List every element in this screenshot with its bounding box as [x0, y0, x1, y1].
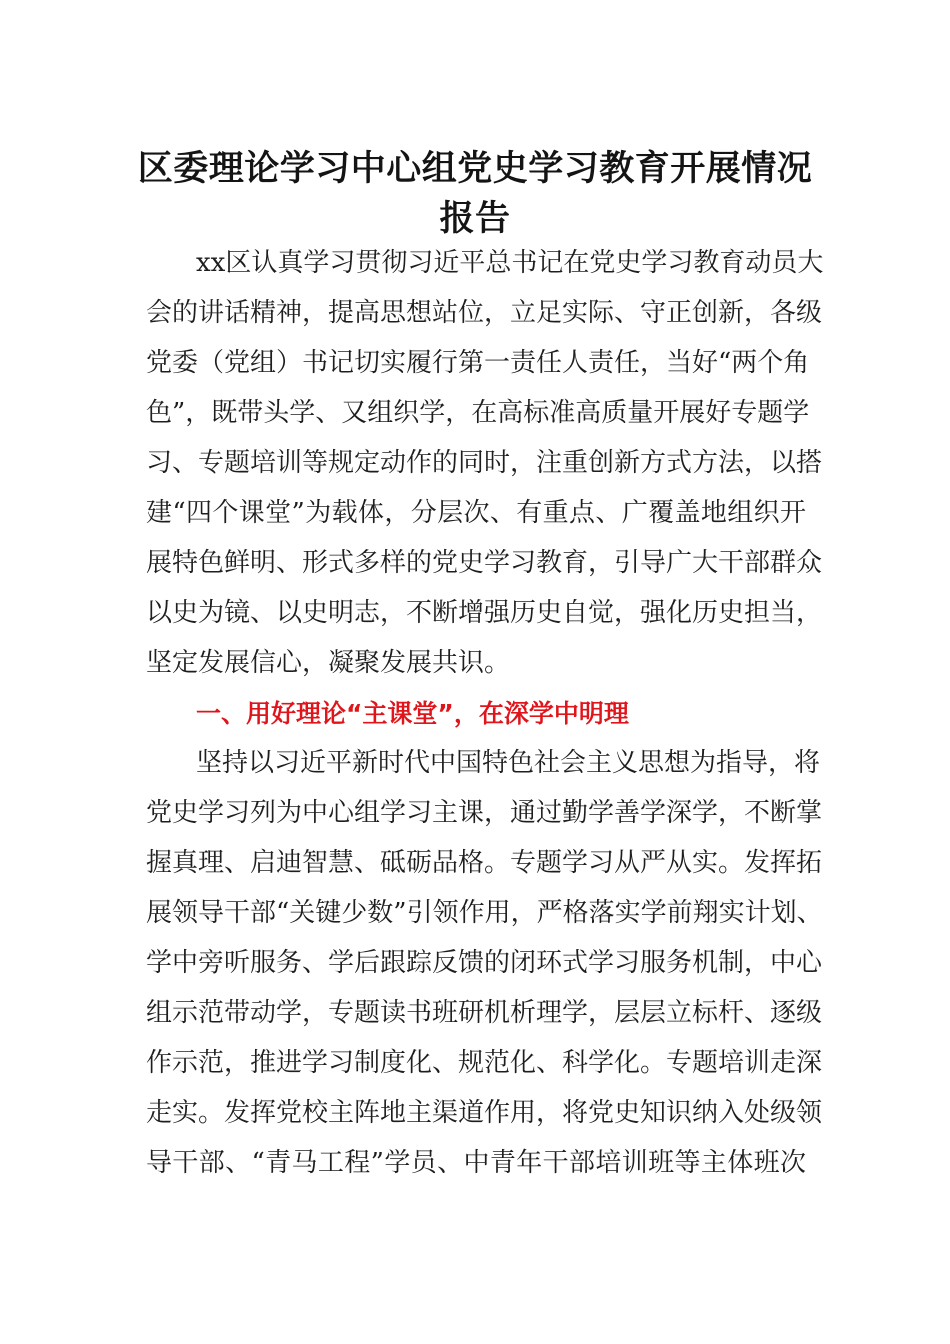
paragraph-2-line: 作示范，推进学习制度化、规范化、科学化。专题培训走深 [146, 1048, 823, 1078]
paragraph-1-line: 坚定发展信心，凝聚发展共识。 [146, 648, 511, 678]
paragraph-2-line: 坚持以习近平新时代中国特色社会主义思想为指导，将 [196, 748, 821, 778]
paragraph-1-line: 会的讲话精神，提高思想站位，立足实际、守正创新，各级 [146, 298, 823, 328]
paragraph-2-line: 握真理、启迪智慧、砥砺品格。专题学习从严从实。发挥拓 [146, 848, 823, 878]
paragraph-1-line: 党委（党组）书记切实履行第一责任人责任，当好“两个角 [146, 348, 810, 378]
paragraph-1-line: 以史为镜、以史明志，不断增强历史自觉，强化历史担当， [146, 598, 823, 628]
paragraph-1-line: 建“四个课堂”为载体，分层次、有重点、广覆盖地组织开 [146, 498, 806, 528]
paragraph-1-line: xx区认真学习贯彻习近平总书记在党史学习教育动员大 [196, 248, 824, 278]
paragraph-2-line: 导干部、“青马工程”学员、中青年干部培训班等主体班次 [146, 1148, 806, 1178]
section-1-heading: 一、用好理论“主课堂”，在深学中明理 [196, 699, 629, 728]
document-title-line-2: 报告 [439, 198, 511, 239]
paragraph-2-line: 走实。发挥党校主阵地主渠道作用，将党史知识纳入处级领 [146, 1098, 823, 1128]
paragraph-2-line: 学中旁听服务、学后跟踪反馈的闭环式学习服务机制，中心 [146, 948, 823, 978]
paragraph-2-line: 组示范带动学，专题读书班研机析理学，层层立标杆、逐级 [146, 998, 823, 1028]
paragraph-1-line: 习、专题培训等规定动作的同时，注重创新方式方法，以搭 [146, 448, 823, 478]
paragraph-1-line: 色”，既带头学、又组织学，在高标准高质量开展好专题学 [146, 398, 810, 428]
paragraph-2-line: 展领导干部“关键少数”引领作用，严格落实学前翔实计划、 [146, 898, 823, 928]
document-title-line-1: 区委理论学习中心组党史学习教育开展情况 [137, 148, 813, 189]
paragraph-1-line: 展特色鲜明、形式多样的党史学习教育，引导广大干部群众 [146, 548, 823, 578]
paragraph-2-line: 党史学习列为中心组学习主课，通过勤学善学深学，不断掌 [146, 798, 823, 828]
